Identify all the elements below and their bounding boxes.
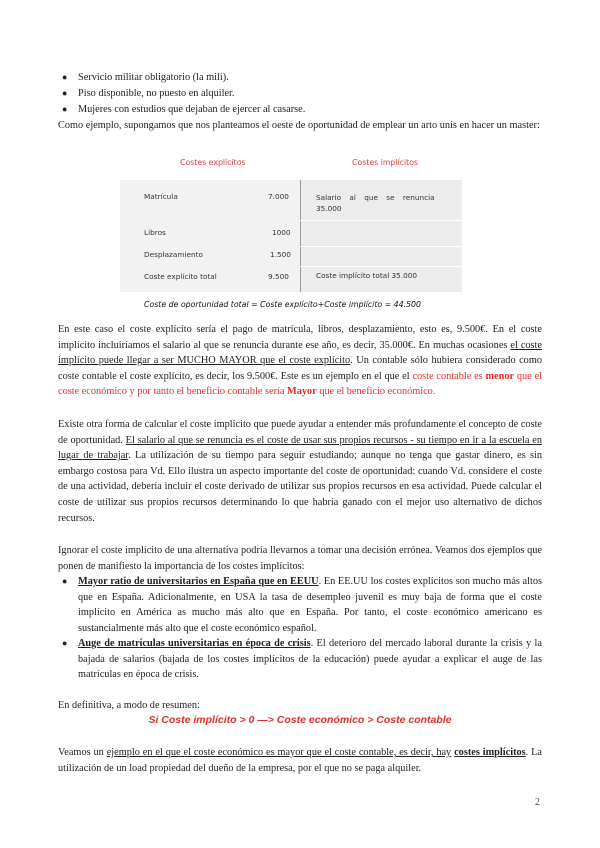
- row-divider: [300, 220, 462, 221]
- row-label: Coste explícito total: [144, 272, 217, 281]
- list-item: [62, 574, 542, 636]
- bullet-icon: ●: [62, 72, 68, 82]
- bullet-icon: ●: [62, 576, 68, 586]
- list-item: [62, 70, 229, 86]
- bullet-icon: ●: [62, 638, 68, 648]
- list-item-text: Servicio militar obligatorio (la mili).: [78, 72, 229, 83]
- implicit-costs-header: Costes implícitos: [352, 158, 419, 167]
- explicit-costs-header: Costes explícitos: [180, 158, 246, 167]
- highlighted-bold-text: menor: [485, 370, 515, 382]
- row-label: Matrícula: [144, 192, 178, 201]
- row-label: Desplazamiento: [144, 250, 203, 259]
- column-divider: [300, 180, 301, 292]
- highlighted-text: que el coste económico y por tanto el beneficio contable sería: [58, 370, 542, 398]
- paragraph-ignore-cost: Ignorar el coste implícito de una alternativa podría llevarnos a tomar una decisión errónea. Veamos dos ejemplos que ponen de manifiesto la importancia de los costes implícitos:: [58, 545, 542, 572]
- bullet-text: . En EE.UU los costes explícitos son mucho más altos que en España. Adicionalmente, en USA la tasa de desempleo juvenil es muy baja de forma que el coste implícito en América as mucho más alto que en España. Por tanto, el coste económico americano es sustancialmente más alto que el coste económico español.: [78, 576, 542, 634]
- row-label: Libros: [144, 228, 166, 237]
- list-item: [62, 636, 542, 683]
- opportunity-cost-formula: Coste de oportunidad total = Coste explícito+Coste implícito = 44.500: [144, 300, 421, 309]
- bold-underlined-text: costes implícitos: [454, 747, 526, 758]
- bullet-heading: Mayor ratio de universitarios en España que en EEUU: [78, 576, 319, 587]
- highlighted-text: que el beneficio económico.: [316, 386, 436, 398]
- row-value: 9.500: [268, 272, 289, 281]
- highlighted-bold-text: Mayor: [287, 386, 317, 398]
- underlined-text: El salario al que se renuncia es el coste de usar sus propios recursos - su tiempo en ir a la escuela en lugar de trabajar: [58, 434, 542, 462]
- bullet-icon: ●: [62, 104, 68, 114]
- bullet-icon: ●: [62, 88, 68, 98]
- paragraph-final-example: [58, 745, 542, 776]
- text: Existe otra forma de calcular el coste implícito que puede ayudar a entender más profundamente el concepto de coste de oportunidad.: [58, 419, 542, 446]
- summary-formula: Si Coste implícito > 0 —> Coste económico > Coste contable: [148, 714, 452, 726]
- summary-intro: En definitiva, a modo de resumen:: [58, 700, 200, 711]
- paragraph-opportunity-cost: [58, 417, 542, 526]
- text: Veamos un: [58, 747, 107, 758]
- bullet-text: . El deterioro del mercado laboral durante la crisis y la bajada de salarios (bajada de los costes implícitos de la educación) puede ayudar a explicar el auge de las matrículas en época de crisis.: [78, 638, 542, 681]
- text: . La utilización de su tiempo para seguir estudiando; aunque no tenga que gastar dinero, es sin embargo costosa para Vd. Ello ilustra un aspecto importante del coste de oportunidad: cuando Vd. considere el coste de una actividad, debería incluir el coste derivado de utilizar sus propios recursos en esa actividad. Puede calcular el coste de utilizar sus propios recursos determinando lo que habría ganado con el mejor uso alternativo de dichos recursos.: [58, 450, 542, 524]
- row-divider: [300, 246, 462, 247]
- paragraph-cost-example: [58, 322, 542, 400]
- highlighted-text: coste contable es: [412, 370, 486, 382]
- list-item-text: Piso disponible, no puesto en alquiler.: [78, 88, 235, 99]
- row-value: 1000: [272, 228, 291, 237]
- intro-paragraph: Como ejemplo, supongamos que nos planteamos el oeste de oportunidad de emplear un arto unís en hacer un master:: [58, 120, 540, 131]
- underlined-text: ejemplo en el que el coste económico es mayor que el coste contable, es decir, hay: [106, 747, 452, 758]
- row-value: 7.000: [268, 192, 289, 201]
- list-item: [62, 102, 306, 118]
- text: En este caso el coste explícito sería el pago de matrícula, libros, desplazamiento, esto es, 9.500€. En el coste implícito incluiríamos el salario al que se renuncia durante ese año, es decir, 35.000€. En muchas ocasiones: [58, 324, 542, 351]
- underlined-text: el coste implícito puede llegar a ser MUCHO MAYOR que el coste explícito: [58, 339, 542, 367]
- row-value: 1.500: [270, 250, 291, 259]
- row-divider: [300, 266, 462, 267]
- text: . Un contable sólo hubiera considerado como coste contable el coste explícito, es decir, los 9.500€. Este es un ejemplo en el que el: [58, 355, 542, 382]
- page-number: 2: [535, 797, 540, 808]
- list-item-text: Mujeres con estudios que dejaban de ejercer al casarse.: [78, 104, 306, 115]
- bullet-heading: Auge de matrículas universitarias en época de crisis: [78, 638, 311, 649]
- text: . La utilización de un load propiedad del dueño de la empresa, por el que no se paga alquiler.: [58, 747, 542, 774]
- implicit-value: Coste implícito total 35.000: [316, 271, 418, 280]
- list-item: [62, 86, 235, 102]
- implicit-value: Salario al que se renuncia 35.000: [316, 193, 435, 213]
